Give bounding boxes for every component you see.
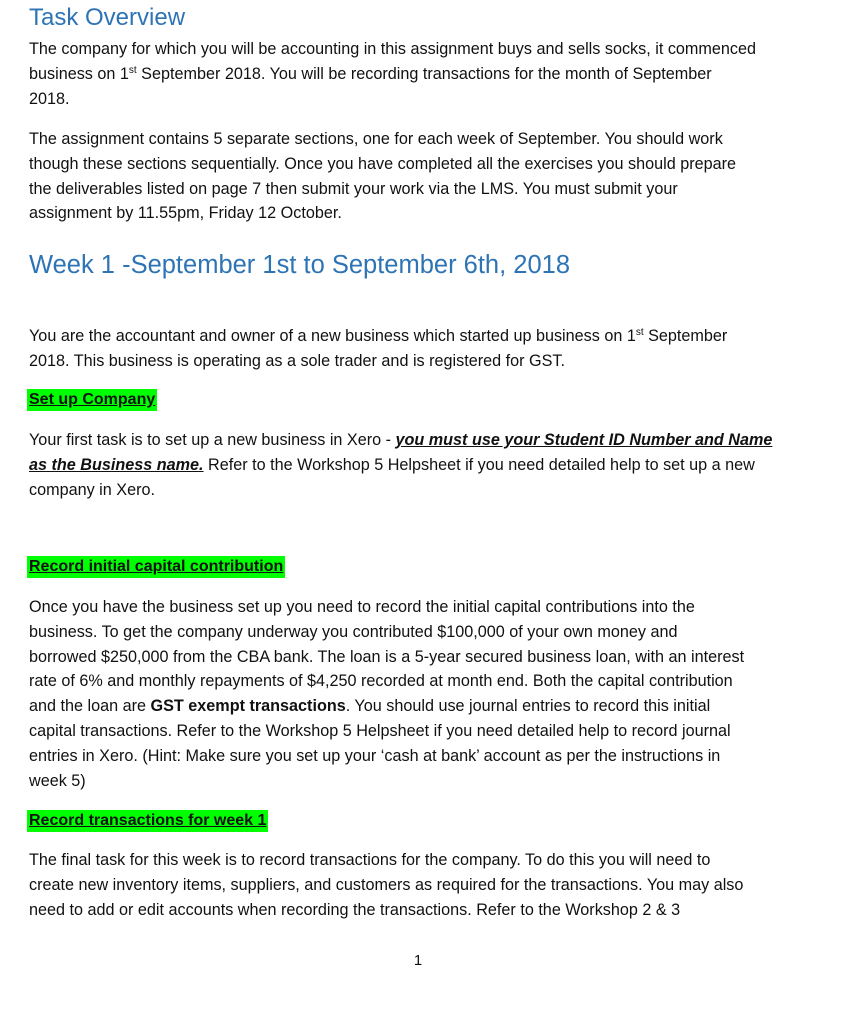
capital-contribution-paragraph <box>29 595 829 793</box>
emphasis-text: you must use your Student ID Number and Name <box>395 431 773 449</box>
text-span: business on 1 <box>29 64 129 83</box>
text-line <box>29 694 829 719</box>
week1-transactions-label: Record transactions for week 1 <box>27 810 268 832</box>
text-line: rate of 6% and monthly repayments of $4,250 recorded at month end. Both the capital contribution <box>29 672 733 691</box>
text-line: though these sections sequentially. Once you have completed all the exercises you should prepare <box>29 154 736 173</box>
text-line: week 5) <box>29 771 86 790</box>
text-line: The assignment contains 5 separate sections, one for each week of September. You should work <box>29 130 723 148</box>
text-span: You are the accountant and owner of a new business which started up business on 1 <box>29 327 636 345</box>
superscript: st <box>128 64 137 76</box>
task-overview-heading: Task Overview <box>29 4 186 31</box>
text-line: Once you have the business set up you need to record the initial capital contributions into the <box>29 598 695 616</box>
task-overview-paragraph-2 <box>29 127 829 226</box>
text-line <box>29 87 829 112</box>
text-span: . You should use journal entries to record this initial <box>345 697 711 716</box>
week1-intro-paragraph <box>29 324 829 374</box>
text-line <box>29 324 829 349</box>
capital-contribution-label: Record initial capital contribution <box>27 556 285 578</box>
text-span: and the loan are <box>29 697 151 716</box>
text-span: 2018. <box>29 89 70 108</box>
task-overview-paragraph-1 <box>29 37 829 111</box>
text-line: create new inventory items, suppliers, and customers as required for the transactions. You may also <box>29 875 744 894</box>
text-line: the deliverables listed on page 7 then submit your work via the LMS. You must submit your <box>29 179 678 198</box>
text-line: need to add or edit accounts when recording the transactions. Refer to the Workshop 2 & 3 <box>29 900 681 919</box>
week1-transactions-paragraph <box>29 848 829 922</box>
text-span: September 2018. You will be recording transactions for the month of September <box>136 64 712 83</box>
text-line: borrowed $250,000 from the CBA bank. The loan is a 5-year secured business loan, with an interest <box>29 647 745 666</box>
bold-text: GST exempt transactions <box>150 697 346 716</box>
text-span: The company for which you will be accounting in this assignment buys and sells socks, it commenced <box>29 40 756 58</box>
text-line: company in Xero. <box>29 480 155 499</box>
text-line: assignment by 11.55pm, Friday 12 October. <box>29 204 342 223</box>
text-span: Refer to the Workshop 5 Helpsheet if you need detailed help to set up a new <box>203 455 755 474</box>
text-line <box>29 428 829 453</box>
text-span: September <box>643 327 728 345</box>
text-line: 2018. This business is operating as a sole trader and is registered for GST. <box>29 351 565 370</box>
page-number: 1 <box>413 952 423 969</box>
text-line: The final task for this week is to record transactions for the company. To do this you will need to <box>29 851 711 869</box>
superscript: st <box>635 327 644 338</box>
setup-company-paragraph <box>29 428 829 502</box>
emphasis-text: as the Business name. <box>29 455 204 474</box>
week1-heading: Week 1 -September 1st to September 6th, 2018 <box>29 251 571 279</box>
text-line <box>29 37 829 62</box>
text-line: entries in Xero. (Hint: Make sure you set up your ‘cash at bank’ account as per the instructions in <box>29 746 721 765</box>
text-line: business. To get the company underway you contributed $100,000 of your own money and <box>29 622 678 641</box>
setup-company-label: Set up Company <box>27 389 157 411</box>
text-span: Your first task is to set up a new business in Xero - <box>29 431 396 449</box>
text-line <box>29 62 829 87</box>
text-line <box>29 453 829 478</box>
text-line: capital transactions. Refer to the Workshop 5 Helpsheet if you need detailed help to record journal <box>29 721 731 740</box>
